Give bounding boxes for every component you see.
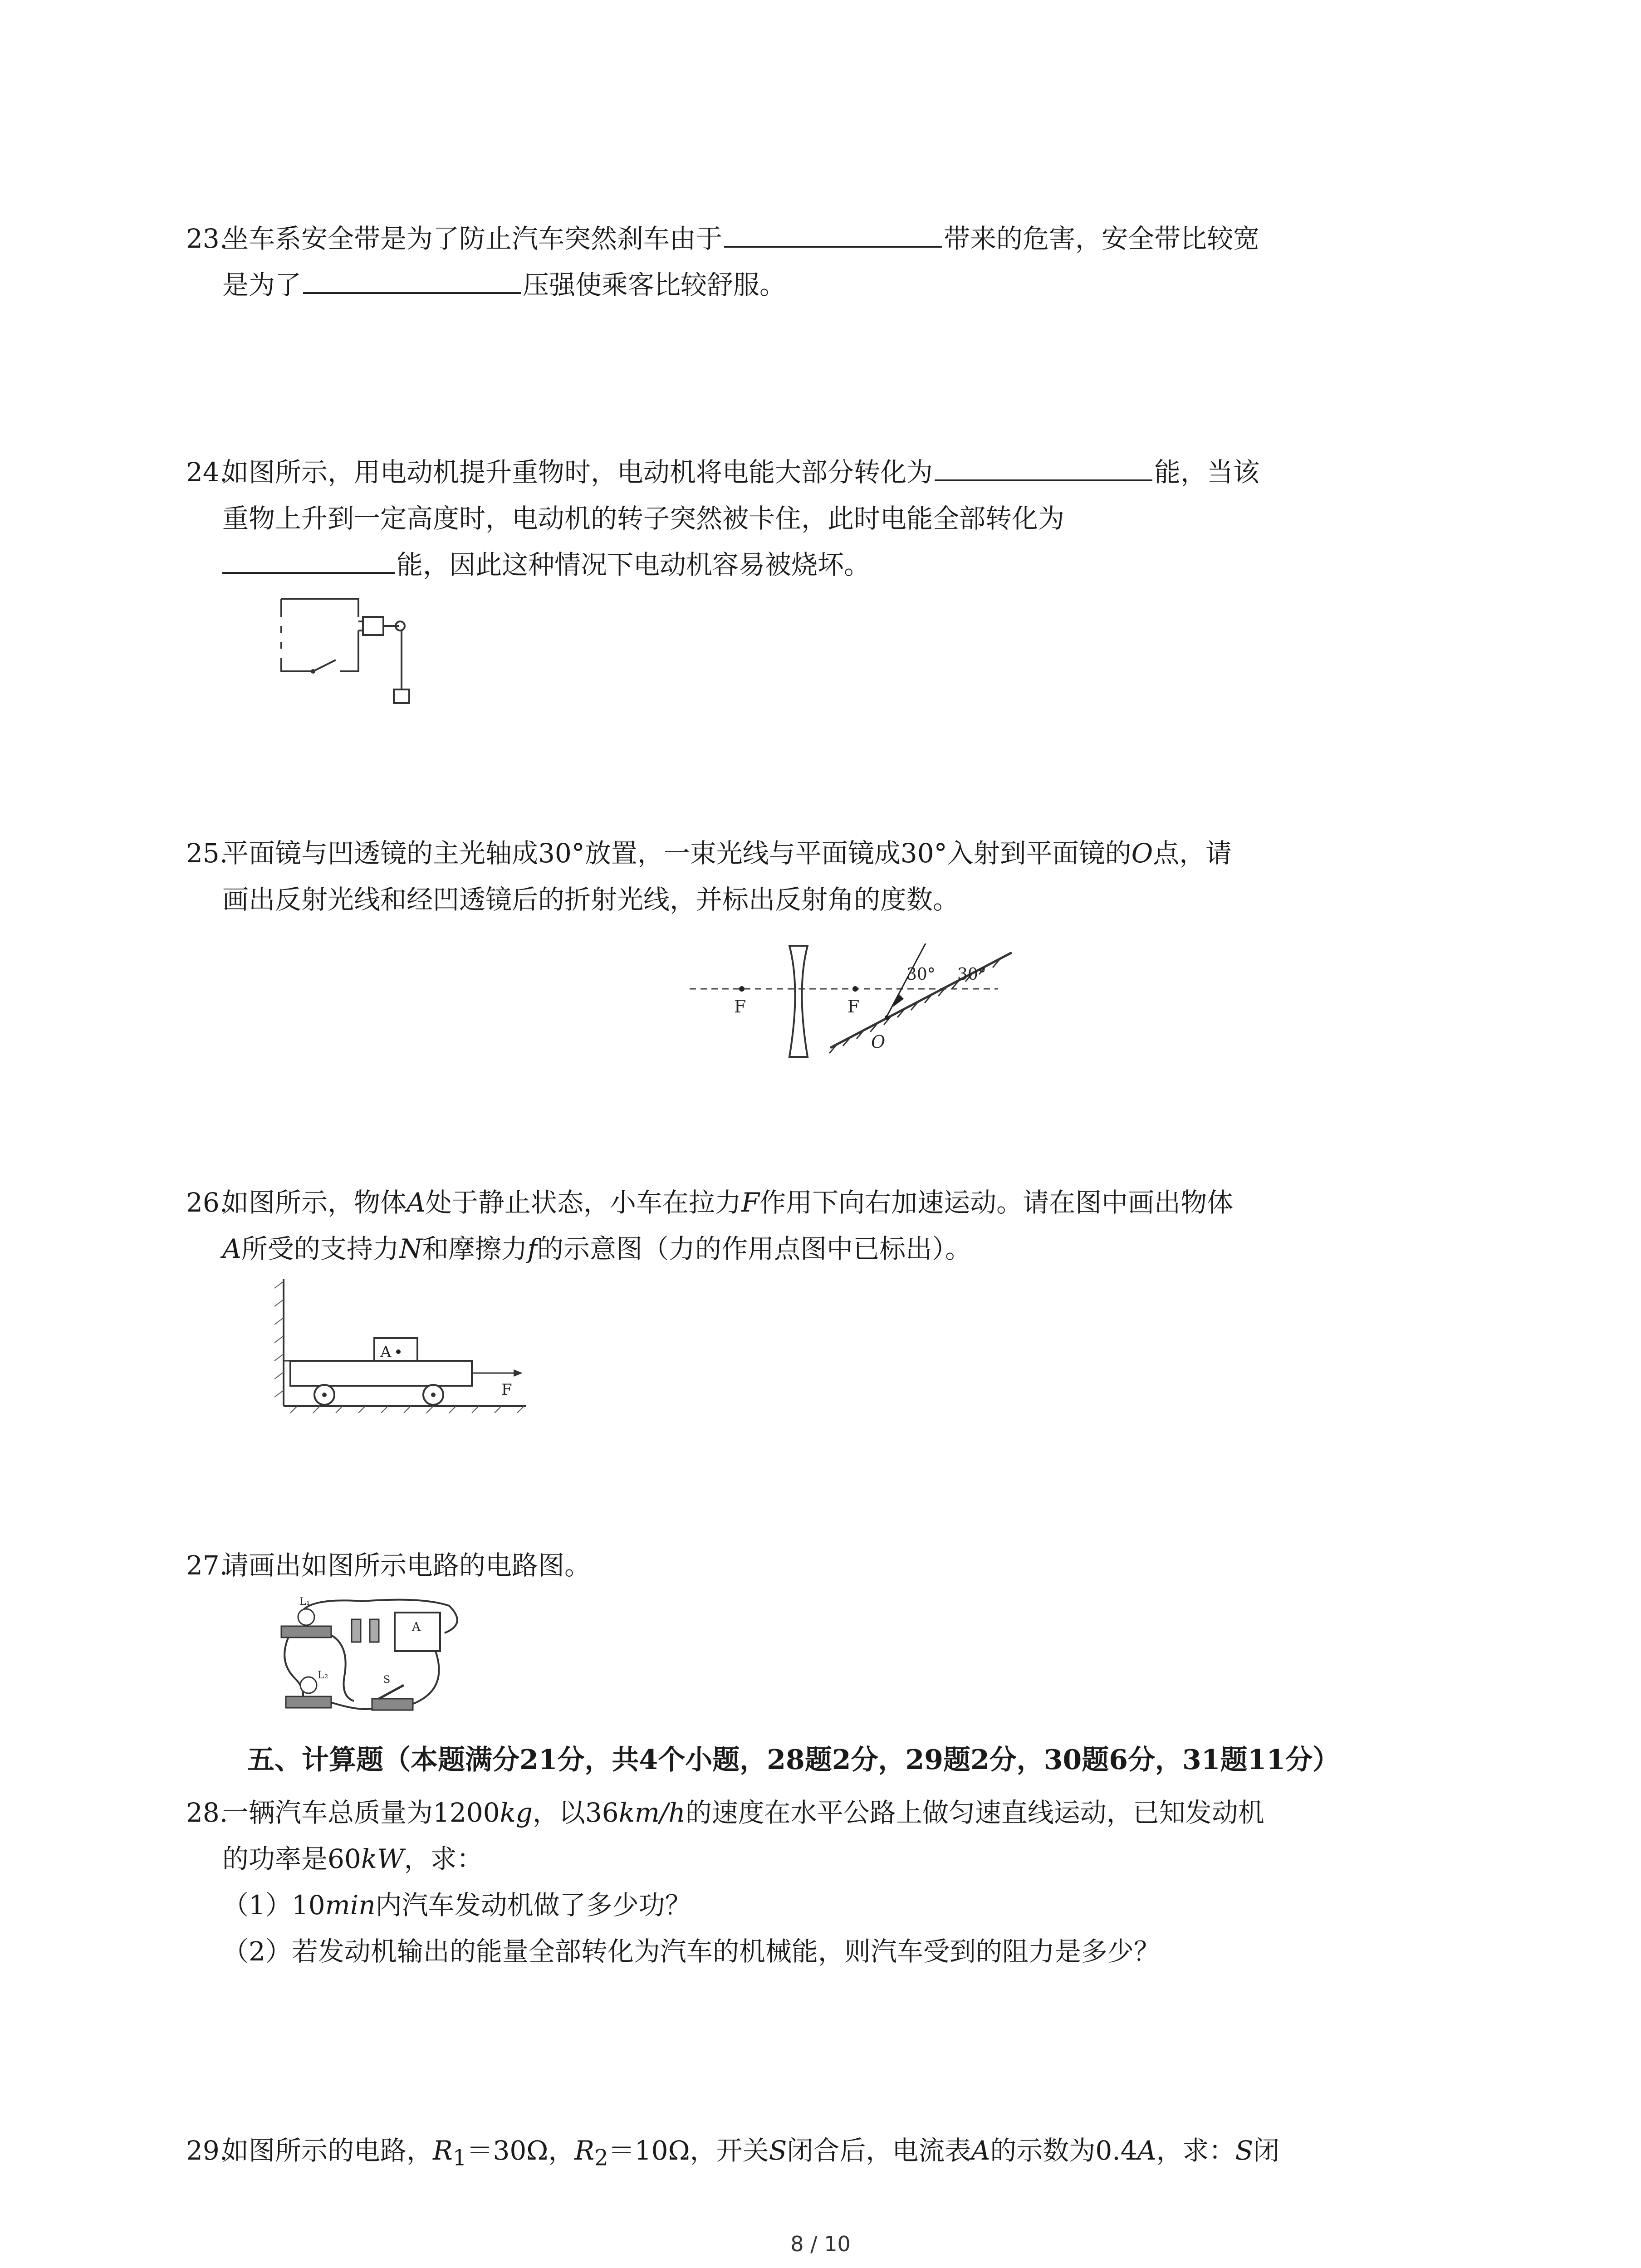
question-number: 28. (186, 1797, 228, 1828)
variable: R (574, 2135, 595, 2166)
switch-icon (379, 1685, 404, 1699)
question-text-line (222, 449, 1456, 495)
question-24 (186, 449, 1456, 588)
page-number: 8 / 10 (790, 2232, 851, 2256)
variable: A (971, 2135, 990, 2166)
question-text-line (222, 830, 1456, 876)
bulb-l2-icon (300, 1677, 317, 1693)
variable: f (527, 1233, 538, 1264)
variable: A (222, 1233, 241, 1264)
angle-label: 30° (957, 965, 986, 984)
unit: min (325, 1890, 376, 1921)
concave-lens (789, 946, 808, 1057)
unit: km/h (618, 1797, 686, 1828)
bulb-l1-icon (298, 1609, 314, 1625)
wire (281, 658, 313, 671)
subscript: 1 (452, 2145, 467, 2171)
text: 能，因此这种情况下电动机容易被烧坏。 (397, 549, 871, 580)
point-o (885, 1015, 889, 1020)
question-26 (186, 1179, 1456, 1272)
switch-label: S (383, 1674, 391, 1686)
text: ，求： (1156, 2135, 1235, 2166)
weight (394, 689, 409, 703)
text: 请画出如图所示电路的电路图。 (222, 1550, 591, 1581)
motor-body (363, 617, 383, 635)
answer-blank[interactable] (724, 218, 942, 248)
variable: R (433, 2135, 453, 2166)
text: 的示意图（力的作用点图中已标出）。 (537, 1233, 972, 1264)
switch-lever (313, 660, 336, 671)
question-text-line (222, 1179, 1456, 1226)
question-28 (186, 1789, 1456, 1975)
cart-body (290, 1361, 472, 1386)
question-27 (186, 1542, 1456, 1589)
text: 的功率是60 (222, 1843, 361, 1874)
question-number: 25. (186, 838, 228, 869)
subscript: 2 (594, 2145, 608, 2171)
question-text-line (222, 495, 1456, 542)
ground-hatching (290, 1406, 524, 1413)
force-label: F (501, 1381, 512, 1399)
text: 点，请 (1153, 838, 1232, 869)
arrow-head (514, 1369, 523, 1377)
answer-blank[interactable] (303, 264, 521, 294)
question-text-line (222, 1836, 1456, 1882)
text: （2）若发动机输出的能量全部转化为汽车的机械能，则汽车受到的阻力是多少？ (222, 1936, 1160, 1967)
text: 如图所示的电路， (222, 2135, 433, 2166)
focal-point-right (852, 986, 858, 992)
text: 能，当该 (1154, 457, 1260, 488)
question-text-line (222, 215, 1456, 262)
text: ，求： (404, 1843, 483, 1874)
unit: A (1137, 2135, 1156, 2166)
text: 闭合后，电流表 (787, 2135, 971, 2166)
text: 是为了 (222, 269, 302, 300)
question-text-line (222, 262, 1456, 308)
variable: N (399, 1233, 422, 1264)
question-text-line (222, 2127, 1456, 2181)
angle-label: 30° (906, 965, 936, 984)
text: 作用下向右加速运动。请在图中画出物体 (759, 1187, 1234, 1218)
text: 平面镜与凹透镜的主光轴成30°放置，一束光线与平面镜成30°入射到平面镜的 (222, 838, 1132, 869)
variable: S (1235, 2135, 1254, 2166)
motor-circuit-figure (272, 590, 426, 717)
text: ，以36 (532, 1797, 619, 1828)
text: 带来的危害，安全带比较宽 (944, 223, 1260, 254)
question-23 (186, 215, 1456, 308)
answer-blank[interactable] (222, 544, 395, 574)
ammeter-label: A (412, 1620, 421, 1634)
question-29 (186, 2127, 1456, 2181)
physical-circuit-figure (272, 1588, 481, 1724)
wire (340, 631, 358, 671)
text: 压强使乘客比较舒服。 (523, 269, 786, 300)
focal-point-left (739, 986, 745, 992)
switch-base (372, 1699, 413, 1710)
bulb-base-l2 (286, 1696, 331, 1708)
battery-cell-icon (352, 1619, 361, 1642)
ray-arrow (893, 993, 904, 1007)
text: ＝10Ω，开关 (608, 2135, 769, 2166)
text: 的速度在水平公路上做匀速直线运动，已知发动机 (685, 1797, 1264, 1828)
question-number: 23. (186, 223, 228, 254)
text: 坐车系安全带是为了防止汽车突然刹车由于 (222, 223, 723, 254)
question-number: 27. (186, 1550, 228, 1581)
text: 闭 (1253, 2135, 1280, 2166)
question-number: 26. (186, 1187, 228, 1218)
bulb-label: L₁ (299, 1596, 310, 1608)
bulb-base-l1 (281, 1626, 331, 1637)
variable: F (741, 1187, 760, 1218)
text: 如图所示，用电动机提升重物时，电动机将电能大部分转化为 (222, 457, 933, 488)
wire (281, 599, 358, 617)
question-text-line (222, 1226, 1456, 1272)
cart-figure (272, 1279, 535, 1415)
sub-question-2 (222, 1928, 1456, 1975)
unit: kW (361, 1843, 404, 1874)
text: 所受的支持力 (241, 1233, 399, 1264)
block-a-label: A (380, 1343, 392, 1361)
text: 处于静止状态，小车在拉力 (425, 1187, 741, 1218)
focal-label: F (847, 997, 860, 1017)
text: 如图所示，物体 (222, 1187, 407, 1218)
text: （1）10 (222, 1890, 325, 1921)
bulb-label: L₂ (318, 1670, 328, 1681)
focal-label: F (734, 997, 746, 1017)
text: 重物上升到一定高度时，电动机的转子突然被卡住，此时电能全部转化为 (222, 503, 1065, 534)
force-point (396, 1349, 401, 1354)
unit: kg (500, 1797, 533, 1828)
sub-question-1 (222, 1882, 1456, 1928)
text: 和摩擦力 (422, 1233, 528, 1264)
variable: A (407, 1187, 426, 1218)
section-heading: 五、计算题（本题满分21分，共4个小题，28题2分，29题2分，30题6分，31题11分） (247, 1744, 1340, 1776)
text: 一辆汽车总质量为1200 (222, 1797, 500, 1828)
answer-blank[interactable] (935, 451, 1152, 481)
text: 画出反射光线和经凹透镜后的折射光线，并标出反射角的度数。 (222, 884, 960, 915)
text: 内汽车发动机做了多少功？ (375, 1890, 691, 1921)
text: ＝30Ω， (466, 2135, 575, 2166)
variable: S (769, 2135, 787, 2166)
question-text-line (222, 1542, 1456, 1589)
text: 的示数为0.4 (990, 2135, 1137, 2166)
question-text-line (222, 542, 1456, 588)
battery-cell-icon (370, 1619, 379, 1642)
question-text-line (222, 876, 1456, 923)
question-number: 29. (186, 2135, 228, 2166)
question-text-line (222, 1789, 1456, 1836)
point-o-label: O (871, 1032, 886, 1052)
question-number: 24. (186, 457, 228, 488)
variable: O (1131, 838, 1153, 869)
wall-hatching (274, 1281, 284, 1397)
lens-mirror-figure (681, 934, 1043, 1061)
question-25 (186, 830, 1456, 923)
